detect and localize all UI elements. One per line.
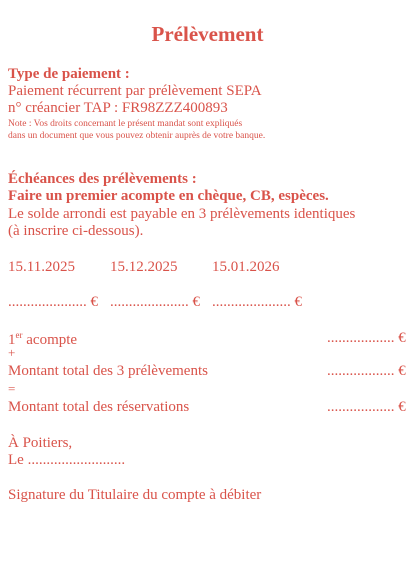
creditor-id: n° créancier TAP : FR98ZZZ400893 (8, 100, 228, 116)
first-deposit-value-field[interactable]: .................. € (327, 330, 406, 346)
rights-note-line1: Note : Vos droits concernant le présent mandat sont expliqués (8, 119, 243, 129)
plus-sign: + (8, 345, 16, 360)
installment-date-3: 15.01.2026 (212, 259, 280, 275)
schedule-text-line2: (à inscrire ci-dessous). (8, 223, 144, 239)
schedule-heading: Échéances des prélèvements : (8, 171, 197, 187)
signature-date-field[interactable]: Le .......................... (8, 452, 126, 468)
payment-type-heading: Type de paiement : (8, 66, 130, 82)
equals-sign: = (8, 381, 16, 396)
installment-date-2: 15.12.2025 (110, 259, 178, 275)
installment-amount-field-1[interactable]: ..................... € (8, 294, 98, 310)
first-deposit-label-text: acompte (22, 332, 78, 348)
payment-type-line: Paiement récurrent par prélèvement SEPA (8, 83, 262, 99)
installment-amount-field-3[interactable]: ..................... € (212, 294, 302, 310)
page-title: Prélèvement (151, 22, 264, 46)
installments-total-label: Montant total des 3 prélèvements (8, 363, 208, 379)
schedule-text-line1: Le solde arrondi est payable en 3 prélèvements identiques (8, 206, 356, 222)
installment-date-1: 15.11.2025 (8, 259, 75, 275)
rights-note-line2: dans un document que vous pouvez obtenir auprès de votre banque. (8, 131, 266, 141)
signature-label: Signature du Titulaire du compte à débiter (8, 487, 262, 503)
reservations-total-field[interactable]: .................. € (327, 399, 406, 415)
first-deposit-label (8, 330, 77, 349)
installments-total-field[interactable]: .................. € (327, 363, 406, 379)
first-deposit-label-number: 1 (8, 332, 16, 348)
schedule-subheading: Faire un premier acompte en chèque, CB, espèces. (8, 188, 329, 204)
first-deposit-label-sup: er (15, 330, 23, 340)
signature-place: À Poitiers, (8, 435, 73, 451)
installment-amount-field-2[interactable]: ..................... € (110, 294, 200, 310)
reservations-total-label: Montant total des réservations (8, 399, 190, 415)
